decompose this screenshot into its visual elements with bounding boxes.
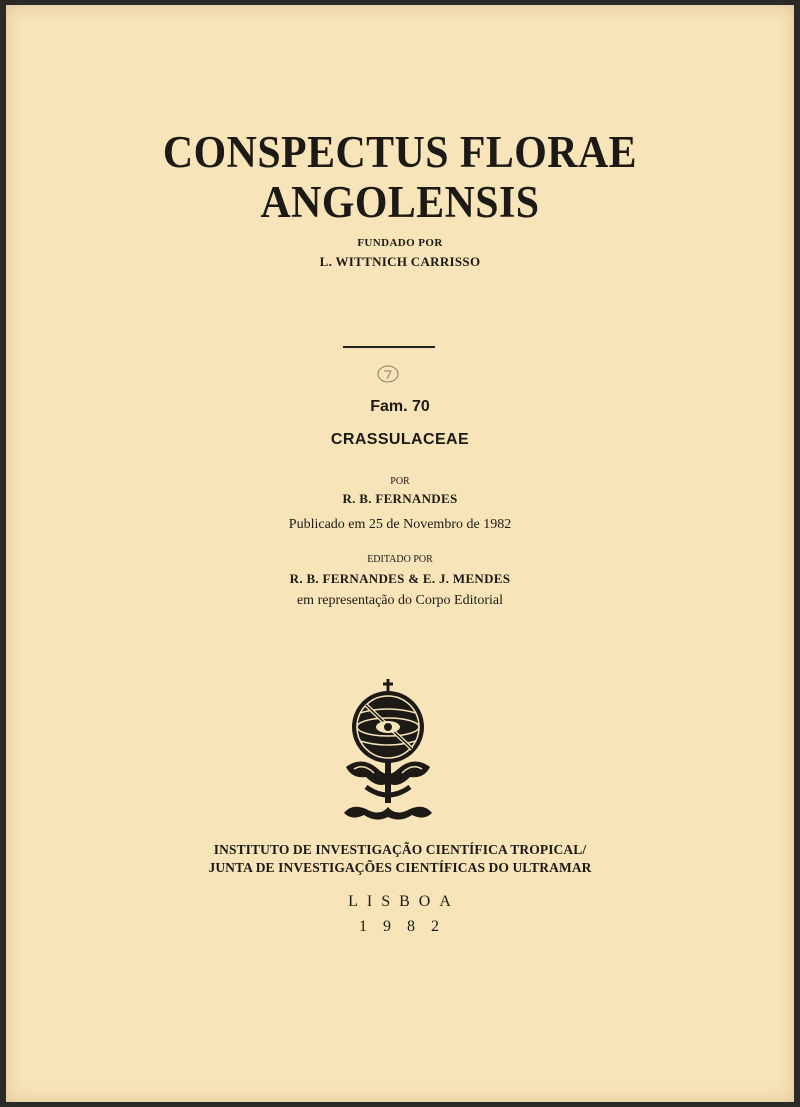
cover-title <box>34 127 767 227</box>
publication-city: LISBOA <box>348 893 460 910</box>
editorial-representation: em representação do Corpo Editorial <box>296 593 504 608</box>
family-name: CRASSULACEAE <box>330 431 470 448</box>
title-line-2: ANGOLENSIS <box>260 177 540 227</box>
pencil-annotation-icon <box>376 364 400 384</box>
editors-names: R. B. FERNANDES & E. J. MENDES <box>289 571 511 586</box>
family-number: Fam. 70 <box>370 398 430 415</box>
institute-line-1: INSTITUTO DE INVESTIGAÇÃO CIENTÍFICA TROPICAL/ <box>213 842 587 857</box>
divider-rule <box>343 346 435 348</box>
armillary-sphere-emblem-icon <box>336 677 440 827</box>
institute-line-2: JUNTA DE INVESTIGAÇÕES CIENTÍFICAS DO ULTRAMAR <box>208 860 592 875</box>
author-name: R. B. FERNANDES <box>342 491 458 506</box>
title-line-1: CONSPECTUS FLORAE <box>162 127 638 177</box>
book-cover <box>6 5 794 1102</box>
edited-by-label: EDITADO POR <box>367 554 433 565</box>
founded-by-label: FUNDADO POR <box>357 237 443 249</box>
publication-year: 1982 <box>359 918 455 935</box>
publication-date: Publicado em 25 de Novembro de 1982 <box>288 517 512 532</box>
by-label: POR <box>390 476 410 487</box>
founder-name: L. WITTNICH CARRISSO <box>319 254 481 269</box>
